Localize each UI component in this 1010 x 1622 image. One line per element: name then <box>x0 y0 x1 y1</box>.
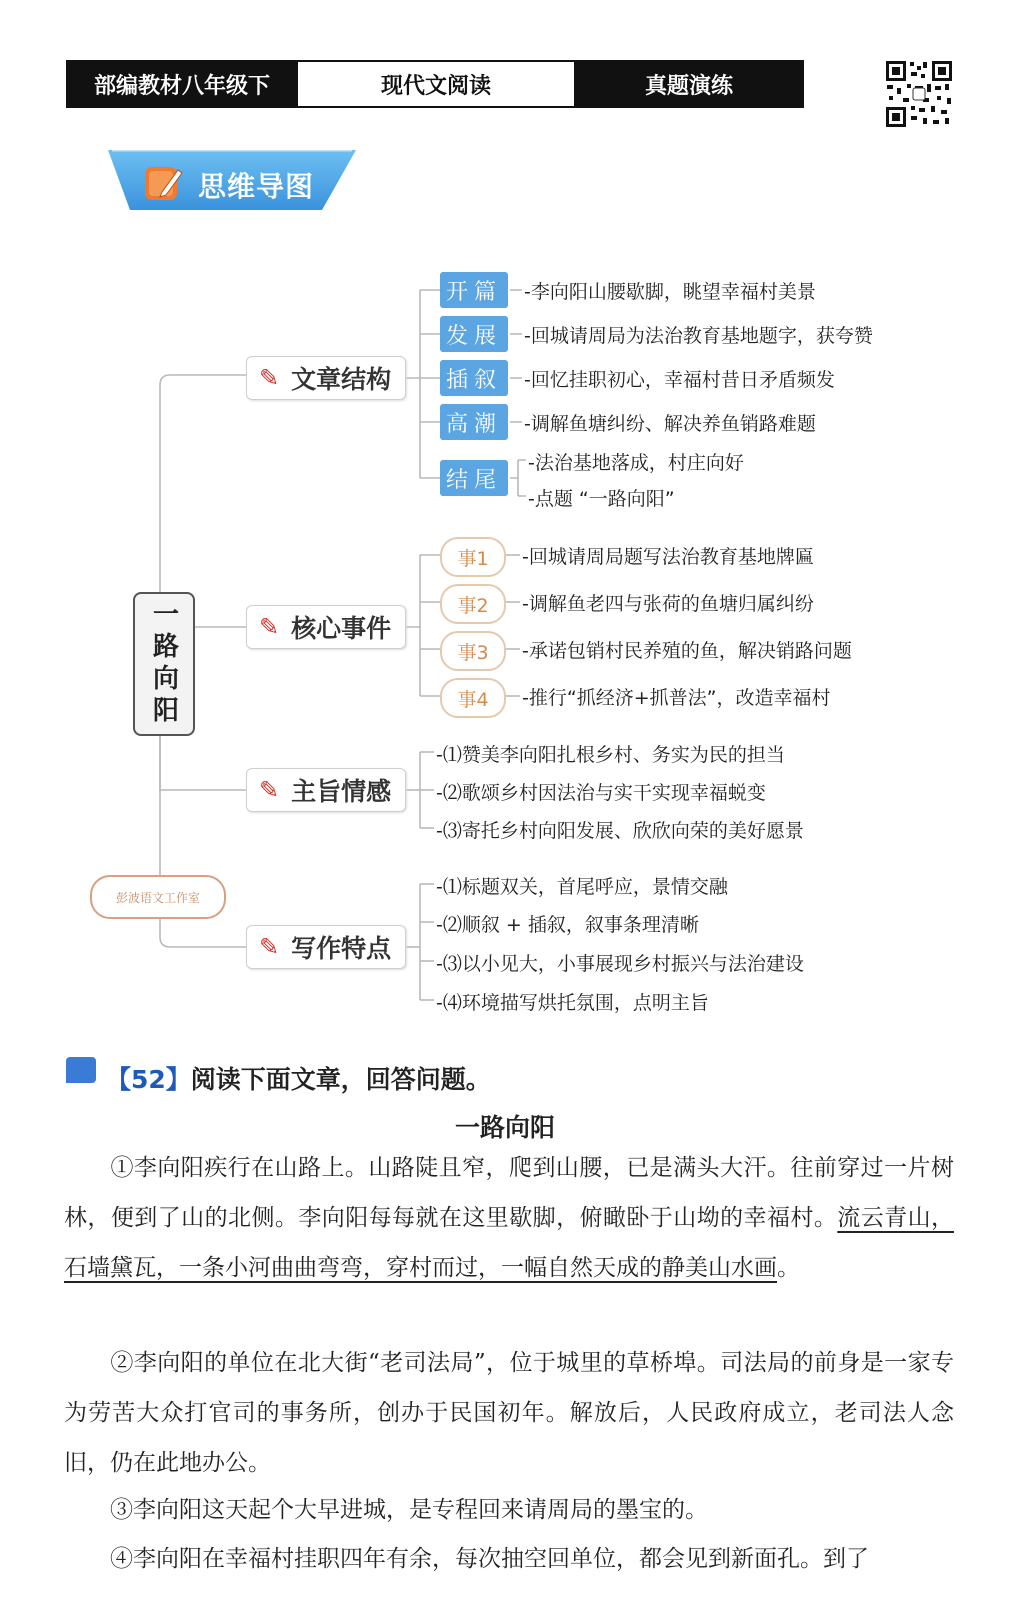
header-grade: 部编教材八年级下 <box>66 60 298 108</box>
studio-stamp: 彭波语文工作室 <box>90 875 226 919</box>
leaf-flashback: -回忆挂职初心，幸福村昔日矛盾频发 <box>524 369 835 391</box>
tag-event-3: 事3 <box>440 631 506 671</box>
branch-writing: ✎ 写作特点 <box>246 925 406 969</box>
qr-code-icon <box>885 60 953 128</box>
tag-event-4: 事4 <box>440 678 506 718</box>
leaf-climax: -调解鱼塘纠纷、解决养鱼销路难题 <box>524 413 816 435</box>
leaf-writing-3: -⑶以小见大，小事展现乡村振兴与法治建设 <box>436 953 804 975</box>
paragraph-3: ③李向阳这天起个大早进城，是专程回来请周局的墨宝的。 <box>110 1497 708 1523</box>
tag-opening: 开篇 <box>440 272 508 308</box>
paragraph-2: ②李向阳的单位在北大街“老司法局”，位于城里的草桥埠。司法局的前身是一家专为劳苦大众打官司的事务所，创办于民国初年。解放后，人民政府成立，老司法人念旧，仍在此地办公。 <box>64 1350 954 1476</box>
paragraph-4: ④李向阳在幸福村挂职四年有余，每次抽空回单位，都会见到新面孔。到了 <box>110 1546 869 1572</box>
tag-event-2: 事2 <box>440 584 506 624</box>
tag-flashback: 插叙 <box>440 360 508 396</box>
tag-event-1: 事1 <box>440 537 506 577</box>
leaf-ending-2: -点题 “一路向阳” <box>528 488 675 510</box>
leaf-event-3: -承诺包销村民养殖的鱼，解决销路问题 <box>522 640 852 662</box>
leaf-opening: -李向阳山腰歇脚，眺望幸福村美景 <box>524 281 816 303</box>
question-prompt: 【52】阅读下面文章，回答问题。 <box>106 1065 491 1094</box>
leaf-development: -回城请周局为法治教育基地题字，获夸赞 <box>524 325 873 347</box>
leaf-writing-4: -⑷环境描写烘托氛围，点明主旨 <box>436 992 709 1014</box>
article-title: 一路向阳 <box>454 1113 555 1142</box>
leaf-theme-1: -⑴赞美李向阳扎根乡村、务实为民的担当 <box>436 744 785 766</box>
pencil-icon: ✎ <box>259 933 280 961</box>
badge-title: 思维导图 <box>198 170 315 203</box>
leaf-event-2: -调解鱼老四与张荷的鱼塘归属纠纷 <box>522 593 814 615</box>
header-practice: 真题演练 <box>574 60 804 108</box>
leaf-writing-1: -⑴标题双关，首尾呼应，景情交融 <box>436 876 728 898</box>
tag-climax: 高潮 <box>440 404 508 440</box>
pencil-icon: ✎ <box>259 364 280 392</box>
tag-ending: 结尾 <box>440 460 508 496</box>
chat-bubble-icon <box>66 1057 96 1083</box>
pencil-icon: ✎ <box>259 776 280 804</box>
mindmap-root: 一路向阳 <box>133 592 195 736</box>
underlined-sentence: 流云青山，石墙黛瓦，一条小河曲曲弯弯，穿村而过，一幅自然天成的静美山水画 <box>64 1205 955 1281</box>
pencil-icon: ✎ <box>259 613 280 641</box>
header-section: 现代文阅读 <box>296 60 576 108</box>
leaf-event-1: -回城请周局题写法治教育基地牌匾 <box>522 546 814 568</box>
branch-core-events: ✎ 核心事件 <box>246 605 406 649</box>
tag-development: 发展 <box>440 316 508 352</box>
branch-structure: ✎ 文章结构 <box>246 356 406 400</box>
leaf-ending-1: -法治基地落成，村庄向好 <box>528 452 744 474</box>
leaf-event-4: -推行“抓经济+抓普法”，改造幸福村 <box>522 687 831 709</box>
notebook-pencil-icon <box>144 164 184 202</box>
leaf-theme-2: -⑵歌颂乡村因法治与实干实现幸福蜕变 <box>436 782 766 804</box>
branch-theme: ✎ 主旨情感 <box>246 768 406 812</box>
leaf-writing-2: -⑵顺叙 + 插叙，叙事条理清晰 <box>436 914 699 936</box>
leaf-theme-3: -⑶寄托乡村向阳发展、欣欣向荣的美好愿景 <box>436 820 804 842</box>
paragraph-1: ①李向阳疾行在山路上。山路陡且窄，爬到山腰，已是满头大汗。往前穿过一片树林，便到了山的北侧。李向阳每每就在这里歇脚，俯瞰卧于山坳的幸福村。流云青山，石墙黛瓦，一条小河曲曲弯弯，穿村而过，一幅自然天成的静美山水画。 <box>64 1155 955 1281</box>
